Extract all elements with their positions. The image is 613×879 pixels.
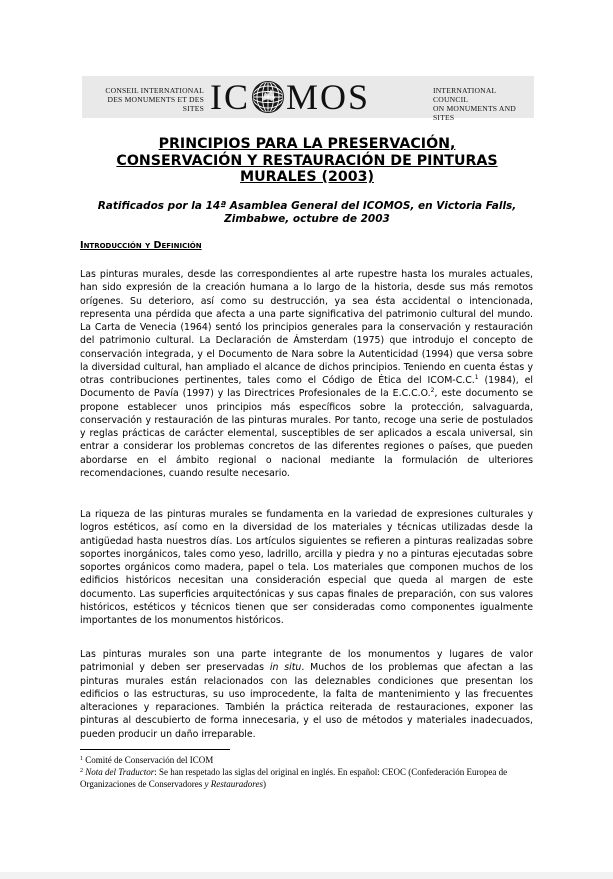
icomos-logo	[210, 77, 371, 117]
paragraph-3-italic: in situ	[269, 662, 302, 674]
title-line3: MURALES (2003)	[240, 169, 374, 186]
logo-text-after: MOS	[286, 77, 371, 117]
footnotes	[80, 754, 540, 790]
document-subtitle	[80, 200, 534, 226]
footnote-2-label: Nota del Traductor	[85, 767, 155, 777]
paragraph-3-part1: Las pinturas murales son una parte integrante de los monumentos y lugares de valor patrimonial y deben ser preservadas	[80, 649, 533, 674]
icomos-header	[82, 76, 534, 122]
globe-icon	[251, 80, 285, 114]
paragraph-3-part2: . Muchos de los problemas que afectan a las pinturas murales están relacionados con las deleznables condiciones que presentan los edificios o las estructuras, su uso improcedente, la falta de mantenimiento y las frecuentes alteraciones y reparaciones. También la práctica reiterada de restauraciones, exponer las pinturas al descubierto de forma innecesaria, y el uso de métodos y materiales inadecuados, pueden producir un daño irreparable.	[80, 662, 533, 740]
header-right-text	[433, 86, 533, 122]
footnote-2-number: 2	[80, 768, 83, 774]
title-line1: PRINCIPIOS PARA LA PRESERVACIÓN,	[158, 136, 456, 152]
footnote-2-close: )	[262, 779, 266, 789]
footnote-ref-1: 1	[474, 374, 479, 381]
footnote-2-italic-end: y Restauradores	[204, 779, 263, 789]
footnote-1-number: 1	[80, 756, 83, 762]
header-left-line2: DES MONUMENTS ET DES SITES	[107, 95, 204, 113]
header-left-line1: CONSEIL INTERNATIONAL	[105, 86, 204, 95]
footnote-1	[80, 754, 540, 766]
paragraph-1-part2: (1984), el Documento de Pavía (1997) y las Directrices Profesionales de la E.C.C.O.	[80, 375, 533, 400]
paragraph-1-part3: , este documento se propone establecer unos principios más específicos sobre la protección, salvaguarda, conservación y restauración de las pinturas murales. Por tanto, recoge una serie de postulados y reglas prácticas de carácter elemental, susceptibles de ser aplicados a escala universal, sin entrar a considerar los problemas concretos de las diferentes regiones o países, que pueden abordarse en el ámbito regional o nacional mediante la formulación de ulteriores recomendaciones, cuando resulte necesario.	[80, 388, 533, 479]
section-heading: Introducción y Definición	[80, 240, 202, 251]
subtitle-line2: Zimbabwe, octubre de 2003	[224, 213, 390, 225]
paragraph-1-part1: Las pinturas murales, desde las correspondientes al arte rupestre hasta los murales actuales, han sido expresión de la creación humana a lo largo de la historia, desde sus más remotos orígenes. Su deterioro, así como su destrucción, ya sea ésta accidental o intencionada, representa una pérdida que afecta a una parte significativa del patrimonio cultural del mundo. La Carta de Venecia (1964) sentó los principios generales para la conservación y restauración del patrimonio cultural. La Declaración de Ámsterdam (1975) que introdujo el concepto de conservación integrada, y el Documento de Nara sobre la Autenticidad (1994) que versa sobre la diversidad cultural, han ampliado el alcance de dichos principios. Teniendo en cuenta éstas y otras contribuciones pertinentes, tales como el Código de Ética del ICOM-C.C.	[80, 269, 533, 386]
paragraph-1	[80, 268, 533, 480]
header-left-text	[86, 86, 204, 113]
title-line2: CONSERVACIÓN Y RESTAURACIÓN DE PINTURAS	[116, 152, 498, 169]
subtitle-line1: Ratificados por la 14ª Asamblea General del ICOMOS, en Victoria Falls,	[97, 200, 517, 212]
paragraph-3	[80, 648, 533, 741]
document-title	[80, 136, 534, 186]
logo-text-before: IC	[210, 77, 250, 117]
header-right-line1: INTERNATIONAL COUNCIL	[433, 86, 497, 104]
paragraph-2: La riqueza de las pinturas murales se fundamenta en la variedad de expresiones culturales y logros estéticos, así como en la diversidad de los materiales y técnicas utilizadas desde la antigüedad hasta nuestros días. Los artículos siguientes se refieren a pinturas realizadas sobre soportes inorgánicos, tales como yeso, ladrillo, arcilla y piedra y no a pinturas ejecutadas sobre soportes orgánicos como madera, papel o tela. Los materiales que componen muchos de los edificios históricos necesitan una consideración especial que queda al margen de este documento. Las superficies arquitectónicas y sus capas finales de preparación, con sus valores históricos, estéticos y técnicos tienen que ser consideradas como componentes igualmente importantes de los monumentos históricos.	[80, 509, 533, 626]
footnote-divider	[80, 749, 230, 750]
header-right-line2: ON MONUMENTS AND SITES	[433, 104, 516, 122]
footnote-2-text: : Se han respetado las siglas del original en inglés. En español: CEOC (Confederación Europea de Organizaciones de Conservadores	[80, 767, 508, 789]
footnote-ref-2: 2	[430, 387, 435, 395]
footnote-1-text: Comité de Conservación del ICOM	[83, 755, 214, 765]
footnote-2	[80, 766, 540, 790]
